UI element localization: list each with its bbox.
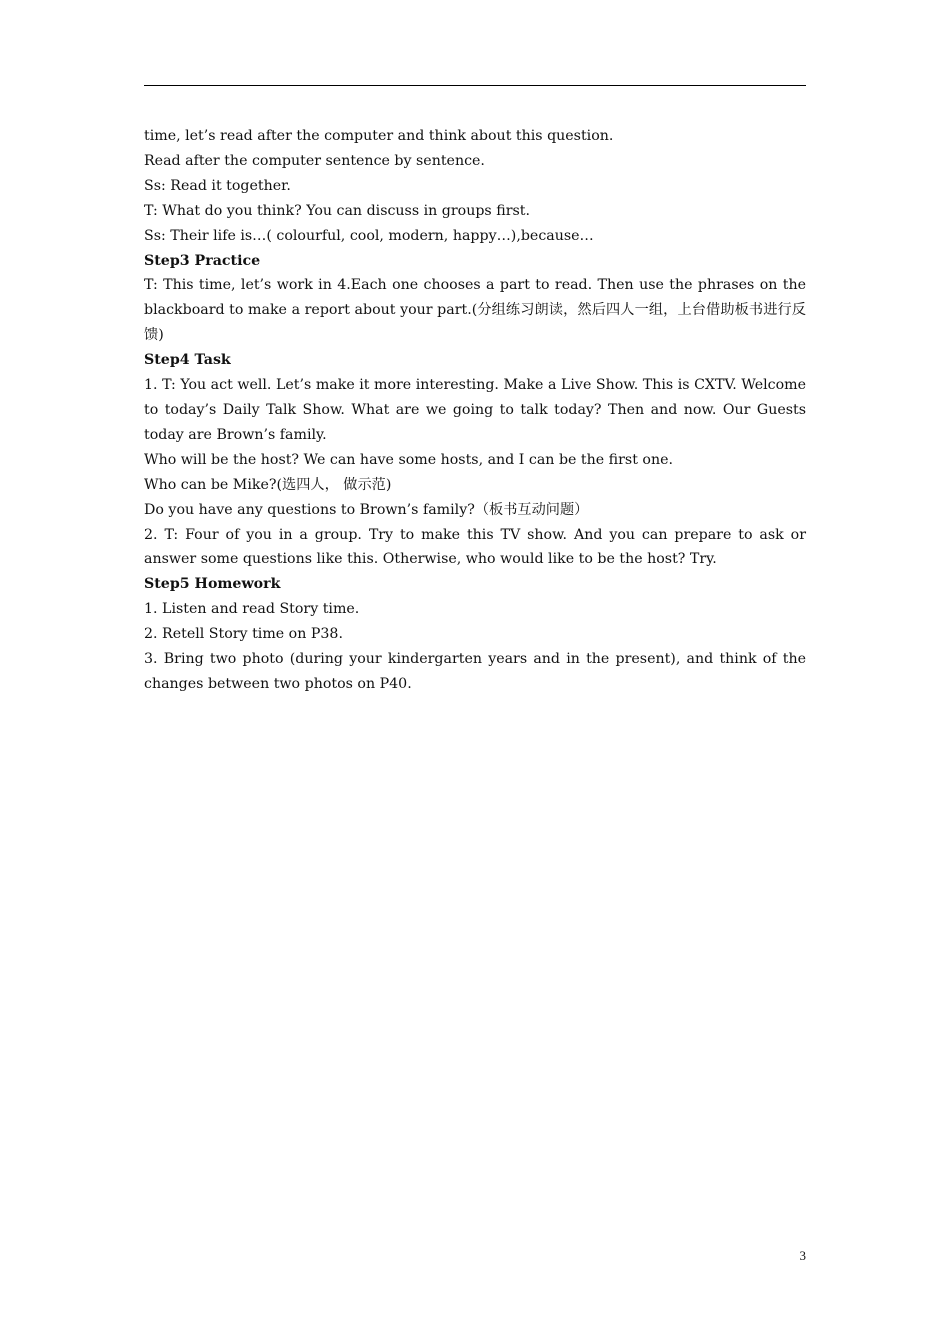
text-line: Ss: Read it together. xyxy=(144,177,291,194)
section-heading-step3: Step3 Practice xyxy=(144,252,261,269)
step4-line-2: Who will be the host? We can have some hosts, and I can be the first one. xyxy=(144,451,673,468)
text-line: Read after the computer sentence by sentence. xyxy=(144,152,485,169)
step4-line-3: Who can be Mike?(选四人， 做示范) xyxy=(144,476,392,493)
homework-item-1: 1. Listen and read Story time. xyxy=(144,601,360,618)
step4-line-4: Do you have any questions to Brown’s family?（板书互动问题） xyxy=(144,501,589,518)
section-heading-step4: Step4 Task xyxy=(144,352,231,369)
step4-paragraph-5: 2. T: Four of you in a group. Try to make this TV show. And you can prepare to ask or answer some questions like this. Otherwise, who would like to be the host? Try. xyxy=(144,526,806,568)
header-rule xyxy=(144,85,806,86)
section-heading-step5: Step5 Homework xyxy=(144,576,281,593)
step3-paragraph: T: This time, let’s work in 4.Each one chooses a part to read. Then use the phrases on the blackboard to make a report about your part.(分组练习朗读，然后四人一组，上台借助板书进行反馈) xyxy=(144,277,806,344)
text-line: T: What do you think? You can discuss in groups first. xyxy=(144,202,530,219)
text-line: time, let’s read after the computer and think about this question. xyxy=(144,128,614,144)
page-number: 3 xyxy=(799,1248,806,1263)
text-line: Ss: Their life is…( colourful, cool, modern, happy…),because… xyxy=(144,227,594,244)
homework-item-3: 3. Bring two photo (during your kindergarten years and in the present), and think of the changes between two photos on P40. xyxy=(144,651,806,692)
page-content xyxy=(144,124,806,697)
homework-item-2: 2. Retell Story time on P38. xyxy=(144,626,343,643)
step4-paragraph-1: 1. T: You act well. Let’s make it more interesting. Make a Live Show. This is CXTV. Welcome to today’s Daily Talk Show. What are we going to talk today? Then and now. Our Guests today are Brown’s family. xyxy=(144,377,806,443)
